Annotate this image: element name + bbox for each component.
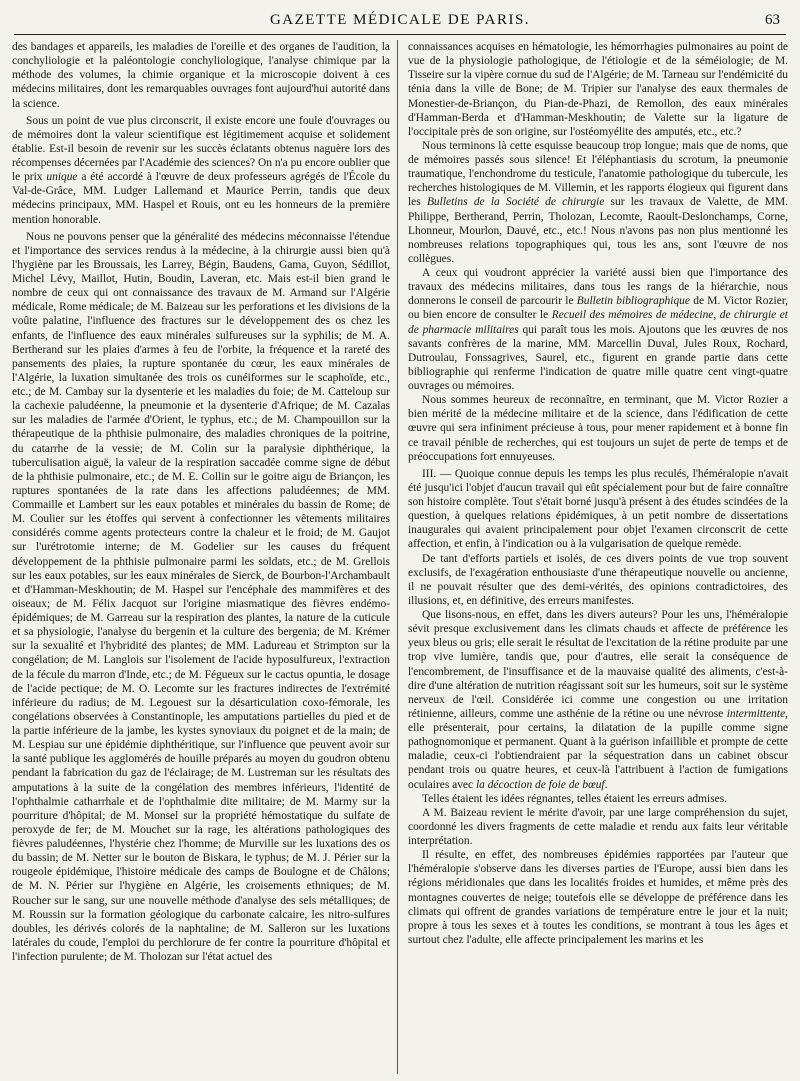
- paragraph: [408, 139, 788, 266]
- emphasis-text: Bulletins de la Société de chirurgie: [426, 196, 605, 209]
- page-number: 63: [765, 12, 780, 28]
- emphasis-text: unique: [46, 171, 78, 184]
- right-column: [408, 40, 788, 1074]
- paragraph: Telles étaient les idées régnantes, telles étaient les erreurs admises.: [422, 792, 728, 805]
- emphasis-text: la décoction de foie de bœuf: [475, 778, 605, 791]
- text-span: de M. Victor Rozier, ou bien encore de consulter le: [408, 295, 788, 322]
- emphasis-text: Bulletin bibliographique: [576, 295, 690, 308]
- paragraph: connaissances acquises en hématologie, les hémorrhagies pulmonaires au point de vue de la physiologie pathologique, de l'étiologie et de la séméiologie; de M. Tisseire sur la vipère cornue du sud de l'Algérie; de M. Tarneau sur l'endémicité du ténia dans la ville de Bone; de M. Tripier sur l'analyse des eaux thermales de Monestier-de-Briançon, du Pian-de-Phazi, de Remollon, des eaux minérales d'Hamman-Berda et d'Hamman-Meskhoutin; de Valette sur la ligature de l'occipitale près de son origine, sur l'ostéomyélite des amputés, etc., etc.?: [408, 41, 788, 138]
- paragraph: Nous sommes heureux de reconnaître, en terminant, que M. Victor Rozier a bien mérité de la médecine militaire et de la science, dans l'édification de cette œuvre qui sera infiniment précieuse à tous, pour mener rapidement et à bonne fin ce travail pénible de recherches, qui est toujours un sujet de perte de temps et de préoccupations fort ennuyeuses.: [408, 394, 788, 463]
- paragraph: [12, 114, 390, 227]
- left-column: [12, 40, 390, 1074]
- text-span: a été accordé à l'œuvre de deux professeurs agrégés de l'École du Val-de-Grâce, MM. Ludger Lallemand et Maurice Perrin, tandis que deux médecins principaux, MM. Haspel et Rouis, ont eu les honneurs de la première mention honorable.: [12, 171, 390, 226]
- text-span: Sous un point de vue plus circonscrit, il existe encore une foule d'ouvrages ou de mémoires dont la valeur scientifique est légitimement acquise et solidement établie. Est-il besoin de revenir sur les succès éclatants obtenus naguère lors des récompenses décernées par l'Académie des sciences? On n'a pu encore oublier que le prix: [12, 114, 390, 184]
- text-span: A ceux qui voudront apprécier la variété aussi bien que l'importance des travaux des médecins militaires, dans tous les rangs de la hiérarchie, nous donnerons le conseil de parcourir le: [408, 267, 788, 308]
- paragraph: Nous ne pouvons penser que la généralité des médecins méconnaisse l'étendue et l'importance des services rendus à la médecine, à la chirurgie aussi bien qu'à l'hygiène par les Broussais, les Larrey, Bégin, Baudens, Gama, Guyon, Sédillot, Michel Lévy, Maillot, Hutin, Boudin, Laveran, etc. Mais est-il bien grand le nombre de ceux qui ont connaissance des travaux de M. Armand sur l'Algérie médicale, Rome médicale; de M. Baizeau sur les perforations et les divisions de la voûte palatine, l'influence des fractures sur le développement des os chez les enfants, de l'influence des eaux minérales sulfureuses sur la syphilis; de M. A. Bertherand sur les plaies d'armes à feu de l'orbite, la fréquence et la rareté des pansements des plaies, la rupture spontanée du cœur, les eaux minérales de l'Algérie, la luxation simultanée des trois os cunéiformes sur le scaphoïde, etc., etc.; de M. Cambay sur la dysenterie et les maladies du foie; de M. Catteloup sur la cachexie paludéenne, la pneumonie et la dysenterie d'Afrique; de M. Cazalas sur les maladies de l'armée d'Orient, le typhus, etc.; de M. Champouillon sur la thérapeutique de la phthisie pulmonaire, des maladies chroniques de la poitrine, du catarrhe de la vessie; de M. Colin sur la paralysie diphthérique, la tuberculisation aiguë, la valeur de la respiration saccadée comme signe de début de la phthisie pulmonaire, etc.; de M. E. Collin sur le goitre aigu de Briançon, les ruptures spontanées de la rate dans les affections paludéennes; de MM. Commaille et Lambert sur les eaux potables et minérales du bassin de Rome; de M. Coulier sur les étoffes qui servent à confectionner les vêtements militaires considérés comme agents protecteurs contre la chaleur et le froid; de M. Gaujot sur l'urétrotomie interne; de M. Godelier sur les causes du fréquent développement de la phthisie pulmonaire parmi les soldats, etc.; de M. Grellois sur les eaux potables, sur les eaux minérales de Sierck, de Bourbon-l'Archambault et d'Hamman-Meskhoutin; de M. Haspel sur l'encéphale des mammifères et des oiseaux; de M. Félix Jacquot sur l'origine miasmatique des fièvres endémo-épidémiques; de M. Garreau sur la respiration des plantes, la nature de la cuticule et sa physiologie, l'analyse du bergenin et la culture des bergenia; de M. Krémer sur la sexualité et l'hybridité des plantes; de MM. Ladureau et Strimpton sur la congélation; de M. Langlois sur l'isolement de l'acide hyposulfureux, l'extraction de la fécule du marron d'Inde, etc.; de M. Fégueux sur le cactus opuntia, le dosage de l'acide pectique; de M. O. Lecomte sur les fractures indirectes de l'extrémité inférieure du radius; de M. Legouest sur la désarticulation coxo-fémorale, les congélations observées à Constantinople, les amputations partielles du pied et de la partie inférieure de la jambe, les kystes synoviaux du poignet et de la main; de M. Lespiau sur une épidémie diphthéritique, sur l'influence que peuvent avoir sur la santé publique les agglomérés de houille préparés au moyen du goudron obtenu pendant la fabrication du gaz de l'éclairage; de M. Lustreman sur les résultats des amputations à la suite de la congélation des membres inférieurs, l'identité de l'ophthalmie catharrhale et de l'ophthalmie dite militaire; de M. Marmy sur la pourriture d'hôpital; de M. Monsel sur la propriété hémostatique du sulfate de peroxyde de fer; de M. Mouchet sur la rage, les altérations pathologiques des fièvres paludéennes, l'hystérie chez l'homme; de Murville sur les luxations des os du bassin; de M. Netter sur le bouton de Biskara, le typhus; de M. J. Périer sur la rougeole épidémique, l'histoire médicale des camps de Boulogne et de Châlons; de M. N. Périer sur l'hygiène en Algérie, les croisements ethniques; de M. Roucher sur le sang, sur une nouvelle méthode d'analyse des sels métalliques; de M. Roussin sur la formation géologique du carbonate calcaire, les nitro-sulfures doubles, les dérivés colorés de la naphtaline; de M. Salleron sur les luxations latérales du coude, l'emploi du perchlorure de fer contre la pourriture d'hôpital et l'infection purulente; de M. Tholozan sur l'état actuel des: [12, 230, 390, 963]
- text-span: Que lisons-nous, en effet, dans les divers auteurs? Pour les uns, l'héméralopie sévit presque exclusivement dans les climats chauds et affecte de préférence les yeux bleus ou gris; elle serait le résultat de l'excitation de la rétine produite par une trop vive lumière, tandis que, pour d'autres, elle serait la conséquence de l'encombrement, de l'insuffisance et de la mauvaise qualité des aliments, c'est-à-dire d'une altération de nutrition réagissant soit sur les humeurs, soit sur le système nerveux de l'œil. Considérée ici comme une congestion ou une irritation rétinienne, ailleurs, comme une asthénie de la rétine ou une névrose: [408, 609, 788, 720]
- paragraph: De tant d'efforts partiels et isolés, de ces divers points de vue trop souvent exclusifs, de l'exagération enthousiaste d'une thérapeutique nouvelle ou ancienne, il ne pouvait résulter que des demi-vérités, des opinions contradictoires, des illusions, et, en définitive, des erreurs manifestes.: [408, 552, 788, 607]
- text-span: Nous terminons là cette esquisse beaucoup trop longue; mais que de noms, que de mémoires passés sous silence! Et l'éléphantiasis du scrotum, la pneumonie traumatique, l'enchondrome du testicule, l'anatomie pathologique du tubercule, les recherches histologiques de M. Villemin, et les rapports élogieux qui figurent dans les: [408, 139, 788, 209]
- paragraph: A M. Baizeau revient le mérite d'avoir, par une large compréhension du sujet, coordonné les divers fragments de cette maladie et rendu aux faits leur véritable interprétation.: [408, 806, 788, 847]
- text-span: .: [604, 778, 608, 791]
- paragraph: III. — Quoique connue depuis les temps les plus reculés, l'héméralopie n'avait été jusqu'ici l'objet d'aucun travail qui eût spécialement pour but de faire connaître son histoire complète. Tout s'était borné jusqu'à présent à des études scindées de la question, à quelques relations épidémiques, à un petit nombre de dissertations inaugurales qui avaient principalement pour objet l'examen circonscrit de cette affection, et enfin, à l'indication ou à la vulgarisation de quelque remède.: [408, 467, 788, 551]
- column-divider: [397, 40, 398, 1074]
- emphasis-text: Recueil des mémoires de médecine, de chirurgie et de pharmacie militaires: [408, 309, 788, 336]
- paragraph: [408, 608, 788, 792]
- paragraph: des bandages et appareils, les maladies de l'oreille et des organes de l'audition, la conchyliologie et la paléontologie conchyliologique, l'analyse chimique par la méthode des volumes, la chimie organique et la microscopie doivent à ces médecins militaires, dont les remarquables ouvrages font aujourd'hui autorité dans la science.: [12, 41, 390, 110]
- paragraph: Il résulte, en effet, des nombreuses épidémies rapportées par l'auteur que l'héméralopie s'observe dans les diverses parties de l'Europe, aussi bien dans les régions méridionales que dans les localités froides et humides, et même près des montagnes couvertes de neige; toutefois elle se développe de préférence dans les climats qui offrent de grandes variations de température entre le jour et la nuit; propre à tous les sexes et à toutes les conditions, se montrant à tous les âges et surtout chez l'adulte, elle affecte principalement les marins et les: [408, 849, 788, 946]
- text-span: , elle présenterait, pour certains, la dilatation de la pupille comme signe pathognomonique et permanent. Quant à la guérison infaillible et prompte de cette maladie, ceux-ci l'obtiendraient par la séquestration dans un cabinet obscur pendant trois ou quatre heures, et ceux-là l'attribuent à l'action de fumigations oculaires avec: [408, 707, 788, 791]
- journal-title: GAZETTE MÉDICALE DE PARIS.: [269, 12, 531, 28]
- text-span: sur les travaux de Valette, de MM. Philippe, Bertherand, Perrin, Tholozan, Lecomte, Raoult-Deslonchamps, Corne, Lhonneur, Mourlon, Dauvé, etc., etc.! Nous n'avons pas non plus mentionné les nombreuses relations topographiques qui, tous les ans, sont l'œuvre de nos collègues.: [408, 196, 788, 265]
- paragraph: [408, 266, 788, 393]
- text-span: qui paraît tous les mois. Ajoutons que les œuvres de nos savants confrères de la marine, MM. Marcellin Duval, Jules Roux, Rochard, Dutroulau, Fonssagrives, Saurel, etc., figurent en grande partie dans cette bibliographie qui renferme l'indication de quatre mille quatre cent vingt-quatre ouvrages ou mémoires.: [408, 323, 788, 392]
- page-header: [14, 6, 786, 35]
- emphasis-text: intermittente: [726, 707, 786, 720]
